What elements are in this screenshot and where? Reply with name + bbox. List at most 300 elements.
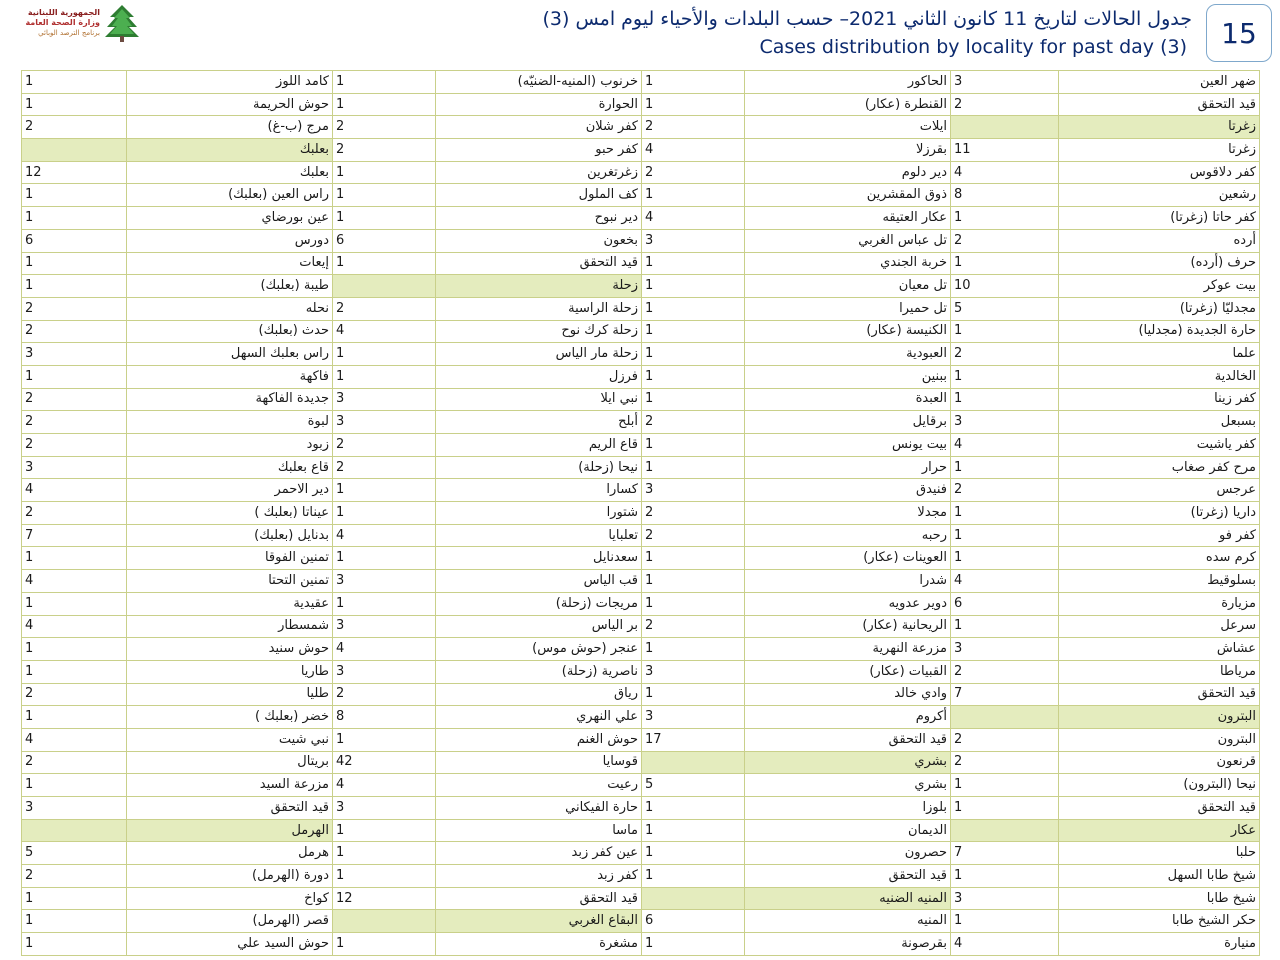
case-count-cell: 4 <box>22 479 127 502</box>
case-count-cell: 42 <box>333 751 436 774</box>
locality-cell: رشعين <box>1059 184 1260 207</box>
table-row <box>22 933 1260 956</box>
locality-cell: بقرصونة <box>745 933 951 956</box>
case-count-cell: 3 <box>333 615 436 638</box>
table-row <box>22 683 1260 706</box>
locality-cell: عين بورضاي <box>127 207 333 230</box>
case-count-cell: 7 <box>951 683 1059 706</box>
locality-cell: علما <box>1059 343 1260 366</box>
locality-cell: مرج (ب-غ) <box>127 116 333 139</box>
case-count-cell: 1 <box>22 933 127 956</box>
case-count-cell: 1 <box>642 93 745 116</box>
case-count-cell: 1 <box>333 184 436 207</box>
locality-cell: دير نبوح <box>436 207 642 230</box>
case-count-cell: 4 <box>951 161 1059 184</box>
case-count-cell: 1 <box>951 774 1059 797</box>
case-count-cell: 2 <box>951 751 1059 774</box>
case-count-cell: 2 <box>22 683 127 706</box>
case-count-cell: 6 <box>333 229 436 252</box>
locality-cell: مشغرة <box>436 933 642 956</box>
table-row <box>22 161 1260 184</box>
case-count-cell: 3 <box>642 479 745 502</box>
locality-cell: كفر شلان <box>436 116 642 139</box>
locality-cell: كسارا <box>436 479 642 502</box>
case-count-cell: 1 <box>22 93 127 116</box>
locality-cell: عين كفر زبد <box>436 842 642 865</box>
case-count-cell: 3 <box>642 706 745 729</box>
locality-cell: تمنين التحتا <box>127 570 333 593</box>
locality-cell: زحلة الراسية <box>436 297 642 320</box>
table-row <box>22 207 1260 230</box>
locality-cell: كامد اللوز <box>127 71 333 94</box>
page-title-english: Cases distribution by locality for past day (3) <box>759 36 1187 58</box>
case-count-cell: 1 <box>951 502 1059 525</box>
locality-cell: مزرعة النهرية <box>745 638 951 661</box>
case-count-cell: 1 <box>333 592 436 615</box>
locality-cell: برقايل <box>745 411 951 434</box>
locality-cell: نيحا (زحلة) <box>436 456 642 479</box>
case-count-cell: 4 <box>22 728 127 751</box>
case-count-cell: 1 <box>22 275 127 298</box>
locality-cell: رحبه <box>745 524 951 547</box>
locality-cell: شمسطار <box>127 615 333 638</box>
locality-cell: قيد التحقق <box>1059 93 1260 116</box>
locality-cell: دير دلوم <box>745 161 951 184</box>
case-count-cell: 12 <box>333 887 436 910</box>
case-count-cell: 2 <box>22 297 127 320</box>
locality-cell: إيعات <box>127 252 333 275</box>
page-header <box>0 0 1280 68</box>
case-count-cell: 1 <box>642 683 745 706</box>
locality-cell: عرجس <box>1059 479 1260 502</box>
table-row <box>22 706 1260 729</box>
case-count-cell: 1 <box>333 207 436 230</box>
case-count-cell: 7 <box>22 524 127 547</box>
locality-cell: القنطرة (عكار) <box>745 93 951 116</box>
table-row <box>22 751 1260 774</box>
case-count-cell: 2 <box>333 456 436 479</box>
locality-cell: هرمل <box>127 842 333 865</box>
locality-cell: حارة الفيكاني <box>436 797 642 820</box>
case-count-cell: 2 <box>22 388 127 411</box>
table-row <box>22 229 1260 252</box>
locality-cell: مزرعة السيد <box>127 774 333 797</box>
table-row <box>22 184 1260 207</box>
case-count-cell: 1 <box>642 434 745 457</box>
case-count-cell: 3 <box>642 660 745 683</box>
case-count-cell: 3 <box>22 797 127 820</box>
locality-cell: عنجر (حوش موس) <box>436 638 642 661</box>
locality-cell: بريتال <box>127 751 333 774</box>
locality-cell: زغرتا <box>1059 139 1260 162</box>
case-count-cell: 1 <box>951 865 1059 888</box>
locality-cell: نبي شيت <box>127 728 333 751</box>
locality-cell: الحوارة <box>436 93 642 116</box>
case-count-cell: 1 <box>642 547 745 570</box>
case-count-cell: 3 <box>951 887 1059 910</box>
locality-cell: شيخ طابا <box>1059 887 1260 910</box>
case-count-cell: 1 <box>642 842 745 865</box>
locality-cell: العبودية <box>745 343 951 366</box>
case-count-cell: 1 <box>951 547 1059 570</box>
locality-cell: المنيه <box>745 910 951 933</box>
case-count-cell: 1 <box>642 365 745 388</box>
locality-cell: كف الملول <box>436 184 642 207</box>
case-count-cell: 2 <box>22 116 127 139</box>
case-count-cell: 2 <box>22 751 127 774</box>
region-header-cell: الهرمل <box>127 819 333 842</box>
locality-cell: سعدنايل <box>436 547 642 570</box>
case-count-cell: 4 <box>951 570 1059 593</box>
region-header-cell: زحلة <box>436 275 642 298</box>
case-count-cell: 1 <box>333 933 436 956</box>
case-count-cell: 6 <box>642 910 745 933</box>
locality-cell: فرزل <box>436 365 642 388</box>
locality-cell: رياق <box>436 683 642 706</box>
case-count-cell: 1 <box>333 865 436 888</box>
locality-cell: زبود <box>127 434 333 457</box>
case-count-cell: 4 <box>333 320 436 343</box>
case-count-cell: 4 <box>951 933 1059 956</box>
case-count-cell: 7 <box>951 842 1059 865</box>
locality-cell: مرياطا <box>1059 660 1260 683</box>
locality-cell: طليا <box>127 683 333 706</box>
case-count-cell: 4 <box>642 139 745 162</box>
locality-cell: بسلوقيط <box>1059 570 1260 593</box>
locality-cell: حدث (بعلبك) <box>127 320 333 343</box>
case-count-cell: 3 <box>951 638 1059 661</box>
case-count-cell: 10 <box>951 275 1059 298</box>
case-count-cell: 1 <box>333 547 436 570</box>
case-count-cell: 4 <box>642 207 745 230</box>
case-count-cell: 1 <box>642 638 745 661</box>
locality-cell: زحلة مار الياس <box>436 343 642 366</box>
table-row <box>22 615 1260 638</box>
locality-cell: قرنعون <box>1059 751 1260 774</box>
locality-cell: قصر (الهرمل) <box>127 910 333 933</box>
locality-cell: تل معيان <box>745 275 951 298</box>
table-row <box>22 728 1260 751</box>
region-header-cell: البترون <box>1059 706 1260 729</box>
locality-cell: قيد التحقق <box>436 887 642 910</box>
locality-cell: حلبا <box>1059 842 1260 865</box>
case-count-cell: 1 <box>333 728 436 751</box>
case-count-cell: 2 <box>951 479 1059 502</box>
locality-cell: سرعل <box>1059 615 1260 638</box>
locality-cell: طاريا <box>127 660 333 683</box>
case-count-cell: 5 <box>22 842 127 865</box>
page-title-arabic: جدول الحالات لتاريخ 11 كانون الثاني 2021– حسب البلدات والأحياء ليوم امس (3) <box>542 8 1192 30</box>
case-count-cell: 2 <box>22 411 127 434</box>
table-row <box>22 819 1260 842</box>
table-row <box>22 887 1260 910</box>
case-count-cell: 1 <box>951 797 1059 820</box>
case-count-cell: 1 <box>951 388 1059 411</box>
locality-cell: بيت عوكر <box>1059 275 1260 298</box>
table-row <box>22 365 1260 388</box>
locality-cell: تل عباس الغربي <box>745 229 951 252</box>
locality-cell: بخعون <box>436 229 642 252</box>
case-count-cell: 2 <box>333 434 436 457</box>
table-row <box>22 638 1260 661</box>
case-count-cell: 12 <box>22 161 127 184</box>
locality-cell: داريا (زغرتا) <box>1059 502 1260 525</box>
locality-cell: مرح كفر صغاب <box>1059 456 1260 479</box>
case-count-cell: 3 <box>22 456 127 479</box>
case-count-cell: 1 <box>22 365 127 388</box>
case-count-cell: 1 <box>642 184 745 207</box>
table-row <box>22 320 1260 343</box>
case-count-cell: 1 <box>333 252 436 275</box>
case-count-cell: 8 <box>951 184 1059 207</box>
locality-cell: زحلة كرك نوح <box>436 320 642 343</box>
case-count-cell: 1 <box>333 161 436 184</box>
locality-cell: شيخ طابا السهل <box>1059 865 1260 888</box>
locality-cell: قوسايا <box>436 751 642 774</box>
case-count-cell: 1 <box>951 615 1059 638</box>
case-count-cell: 1 <box>642 275 745 298</box>
locality-cell: دير الاحمر <box>127 479 333 502</box>
table-row <box>22 252 1260 275</box>
case-count-cell <box>333 910 436 933</box>
logo-line-2: وزارة الصحة العامة <box>25 18 100 27</box>
locality-cell: بلوزا <box>745 797 951 820</box>
region-header-cell: بشري <box>745 751 951 774</box>
case-count-cell: 2 <box>951 93 1059 116</box>
locality-cell: قاع بعلبك <box>127 456 333 479</box>
cases-table-body <box>22 71 1260 956</box>
locality-cell: كفر حبو <box>436 139 642 162</box>
locality-cell: جديدة الفاكهة <box>127 388 333 411</box>
page-number-badge: 15 <box>1206 4 1272 62</box>
locality-cell: قيد التحقق <box>436 252 642 275</box>
locality-cell: زغرتغرين <box>436 161 642 184</box>
cases-table <box>21 70 1260 956</box>
locality-cell: راس بعلبك السهل <box>127 343 333 366</box>
case-count-cell: 2 <box>22 502 127 525</box>
case-count-cell: 1 <box>642 388 745 411</box>
table-row <box>22 774 1260 797</box>
locality-cell: قاع الريم <box>436 434 642 457</box>
locality-cell: بعلبك <box>127 161 333 184</box>
case-count-cell: 1 <box>333 365 436 388</box>
case-count-cell <box>951 116 1059 139</box>
region-header-cell: عكار <box>1059 819 1260 842</box>
table-row <box>22 434 1260 457</box>
case-count-cell: 1 <box>22 706 127 729</box>
locality-cell: تمنين الفوقا <box>127 547 333 570</box>
locality-cell: حارة الجديدة (مجدليا) <box>1059 320 1260 343</box>
case-count-cell: 1 <box>22 547 127 570</box>
case-count-cell: 3 <box>333 411 436 434</box>
case-count-cell: 2 <box>642 411 745 434</box>
case-count-cell: 1 <box>642 933 745 956</box>
region-header-cell: زغرتا <box>1059 116 1260 139</box>
table-row <box>22 139 1260 162</box>
locality-cell: فنيدق <box>745 479 951 502</box>
locality-cell: أبلح <box>436 411 642 434</box>
locality-cell: كفر زبد <box>436 865 642 888</box>
locality-cell: ماسا <box>436 819 642 842</box>
case-count-cell: 6 <box>22 229 127 252</box>
locality-cell: رعيت <box>436 774 642 797</box>
case-count-cell: 2 <box>951 229 1059 252</box>
locality-cell: مريجات (زحلة) <box>436 592 642 615</box>
region-header-cell: بعلبك <box>127 139 333 162</box>
locality-cell: قب الياس <box>436 570 642 593</box>
locality-cell: دورة (الهرمل) <box>127 865 333 888</box>
case-count-cell: 4 <box>22 570 127 593</box>
locality-cell: كواخ <box>127 887 333 910</box>
case-count-cell: 1 <box>951 320 1059 343</box>
locality-cell: بيت يونس <box>745 434 951 457</box>
case-count-cell: 4 <box>333 524 436 547</box>
table-row <box>22 297 1260 320</box>
case-count-cell: 2 <box>333 139 436 162</box>
case-count-cell: 5 <box>951 297 1059 320</box>
case-count-cell: 1 <box>642 343 745 366</box>
case-count-cell: 2 <box>333 297 436 320</box>
case-count-cell: 3 <box>333 388 436 411</box>
table-row <box>22 456 1260 479</box>
case-count-cell: 3 <box>951 411 1059 434</box>
logo-line-1: الجمهورية اللبنانية <box>27 8 100 17</box>
case-count-cell: 1 <box>22 71 127 94</box>
case-count-cell: 5 <box>642 774 745 797</box>
case-count-cell: 1 <box>22 887 127 910</box>
table-row <box>22 275 1260 298</box>
locality-cell: تعلبايا <box>436 524 642 547</box>
case-count-cell: 3 <box>951 71 1059 94</box>
locality-cell: العوينات (عكار) <box>745 547 951 570</box>
table-row <box>22 910 1260 933</box>
table-row <box>22 502 1260 525</box>
locality-cell: نيحا (البترون) <box>1059 774 1260 797</box>
locality-cell: قيد التحقق <box>127 797 333 820</box>
table-row <box>22 547 1260 570</box>
table-row <box>22 388 1260 411</box>
case-count-cell <box>22 139 127 162</box>
case-count-cell: 1 <box>642 71 745 94</box>
case-count-cell <box>642 751 745 774</box>
case-count-cell: 1 <box>951 910 1059 933</box>
case-count-cell: 1 <box>333 71 436 94</box>
locality-cell: كفر فو <box>1059 524 1260 547</box>
table-row <box>22 592 1260 615</box>
case-count-cell: 3 <box>333 797 436 820</box>
case-count-cell: 2 <box>22 320 127 343</box>
case-count-cell: 3 <box>22 343 127 366</box>
case-count-cell: 1 <box>22 660 127 683</box>
case-count-cell: 1 <box>333 93 436 116</box>
locality-cell: قيد التحقق <box>1059 683 1260 706</box>
table-row <box>22 93 1260 116</box>
case-count-cell: 3 <box>642 229 745 252</box>
case-count-cell: 11 <box>951 139 1059 162</box>
locality-cell: نحله <box>127 297 333 320</box>
case-count-cell: 1 <box>642 252 745 275</box>
locality-cell: ضهر العين <box>1059 71 1260 94</box>
locality-cell: كفر حاتا (زغرتا) <box>1059 207 1260 230</box>
case-count-cell: 2 <box>642 524 745 547</box>
locality-cell: دوير عدويه <box>745 592 951 615</box>
locality-cell: عشاش <box>1059 638 1260 661</box>
case-count-cell <box>22 819 127 842</box>
case-count-cell: 1 <box>642 456 745 479</box>
locality-cell: كرم سده <box>1059 547 1260 570</box>
case-count-cell: 1 <box>642 797 745 820</box>
case-count-cell: 1 <box>333 502 436 525</box>
locality-cell: خرنوب (المنيه-الضنيّه) <box>436 71 642 94</box>
locality-cell: أكروم <box>745 706 951 729</box>
case-count-cell: 1 <box>22 774 127 797</box>
locality-cell: خربة الجندي <box>745 252 951 275</box>
case-count-cell: 1 <box>333 479 436 502</box>
locality-cell: فاكهة <box>127 365 333 388</box>
locality-cell: راس العين (بعلبك) <box>127 184 333 207</box>
case-count-cell: 2 <box>333 116 436 139</box>
case-count-cell: 1 <box>22 252 127 275</box>
table-row <box>22 479 1260 502</box>
case-count-cell: 2 <box>951 728 1059 751</box>
case-count-cell: 1 <box>951 207 1059 230</box>
region-header-cell: المنيه الضنيه <box>745 887 951 910</box>
case-count-cell <box>951 819 1059 842</box>
locality-cell: عقيدية <box>127 592 333 615</box>
case-count-cell: 4 <box>333 638 436 661</box>
case-count-cell: 1 <box>22 207 127 230</box>
locality-cell: العبدة <box>745 388 951 411</box>
table-row <box>22 660 1260 683</box>
locality-cell: طيبة (بعلبك) <box>127 275 333 298</box>
locality-cell: دورس <box>127 229 333 252</box>
case-count-cell: 3 <box>333 570 436 593</box>
locality-cell: البترون <box>1059 728 1260 751</box>
case-count-cell: 6 <box>951 592 1059 615</box>
locality-cell: بر الياس <box>436 615 642 638</box>
case-count-cell: 8 <box>333 706 436 729</box>
table-row <box>22 524 1260 547</box>
locality-cell: الكنيسة (عكار) <box>745 320 951 343</box>
case-count-cell: 2 <box>22 434 127 457</box>
case-count-cell: 2 <box>642 502 745 525</box>
table-row <box>22 797 1260 820</box>
case-count-cell: 1 <box>333 343 436 366</box>
case-count-cell: 1 <box>22 592 127 615</box>
locality-cell: مجدلا <box>745 502 951 525</box>
ministry-logo <box>8 2 144 44</box>
locality-cell: ذوق المقشرين <box>745 184 951 207</box>
locality-cell: خضر (بعلبك ) <box>127 706 333 729</box>
table-row <box>22 343 1260 366</box>
locality-cell: تل حميرا <box>745 297 951 320</box>
locality-cell: حصرون <box>745 842 951 865</box>
case-count-cell: 4 <box>22 615 127 638</box>
case-count-cell: 1 <box>642 320 745 343</box>
locality-cell: حكر الشيخ طابا <box>1059 910 1260 933</box>
locality-cell: ناصرية (زحلة) <box>436 660 642 683</box>
locality-cell: بشري <box>745 774 951 797</box>
case-count-cell: 2 <box>642 161 745 184</box>
logo-line-3: برنامج الترصد الوبائي <box>38 29 100 37</box>
locality-cell: حوش الحريمة <box>127 93 333 116</box>
case-count-cell: 1 <box>951 456 1059 479</box>
locality-cell: عكار العتيقه <box>745 207 951 230</box>
case-count-cell: 1 <box>22 184 127 207</box>
locality-cell: الريحانية (عكار) <box>745 615 951 638</box>
locality-cell: قيد التحقق <box>745 728 951 751</box>
case-count-cell: 1 <box>22 638 127 661</box>
